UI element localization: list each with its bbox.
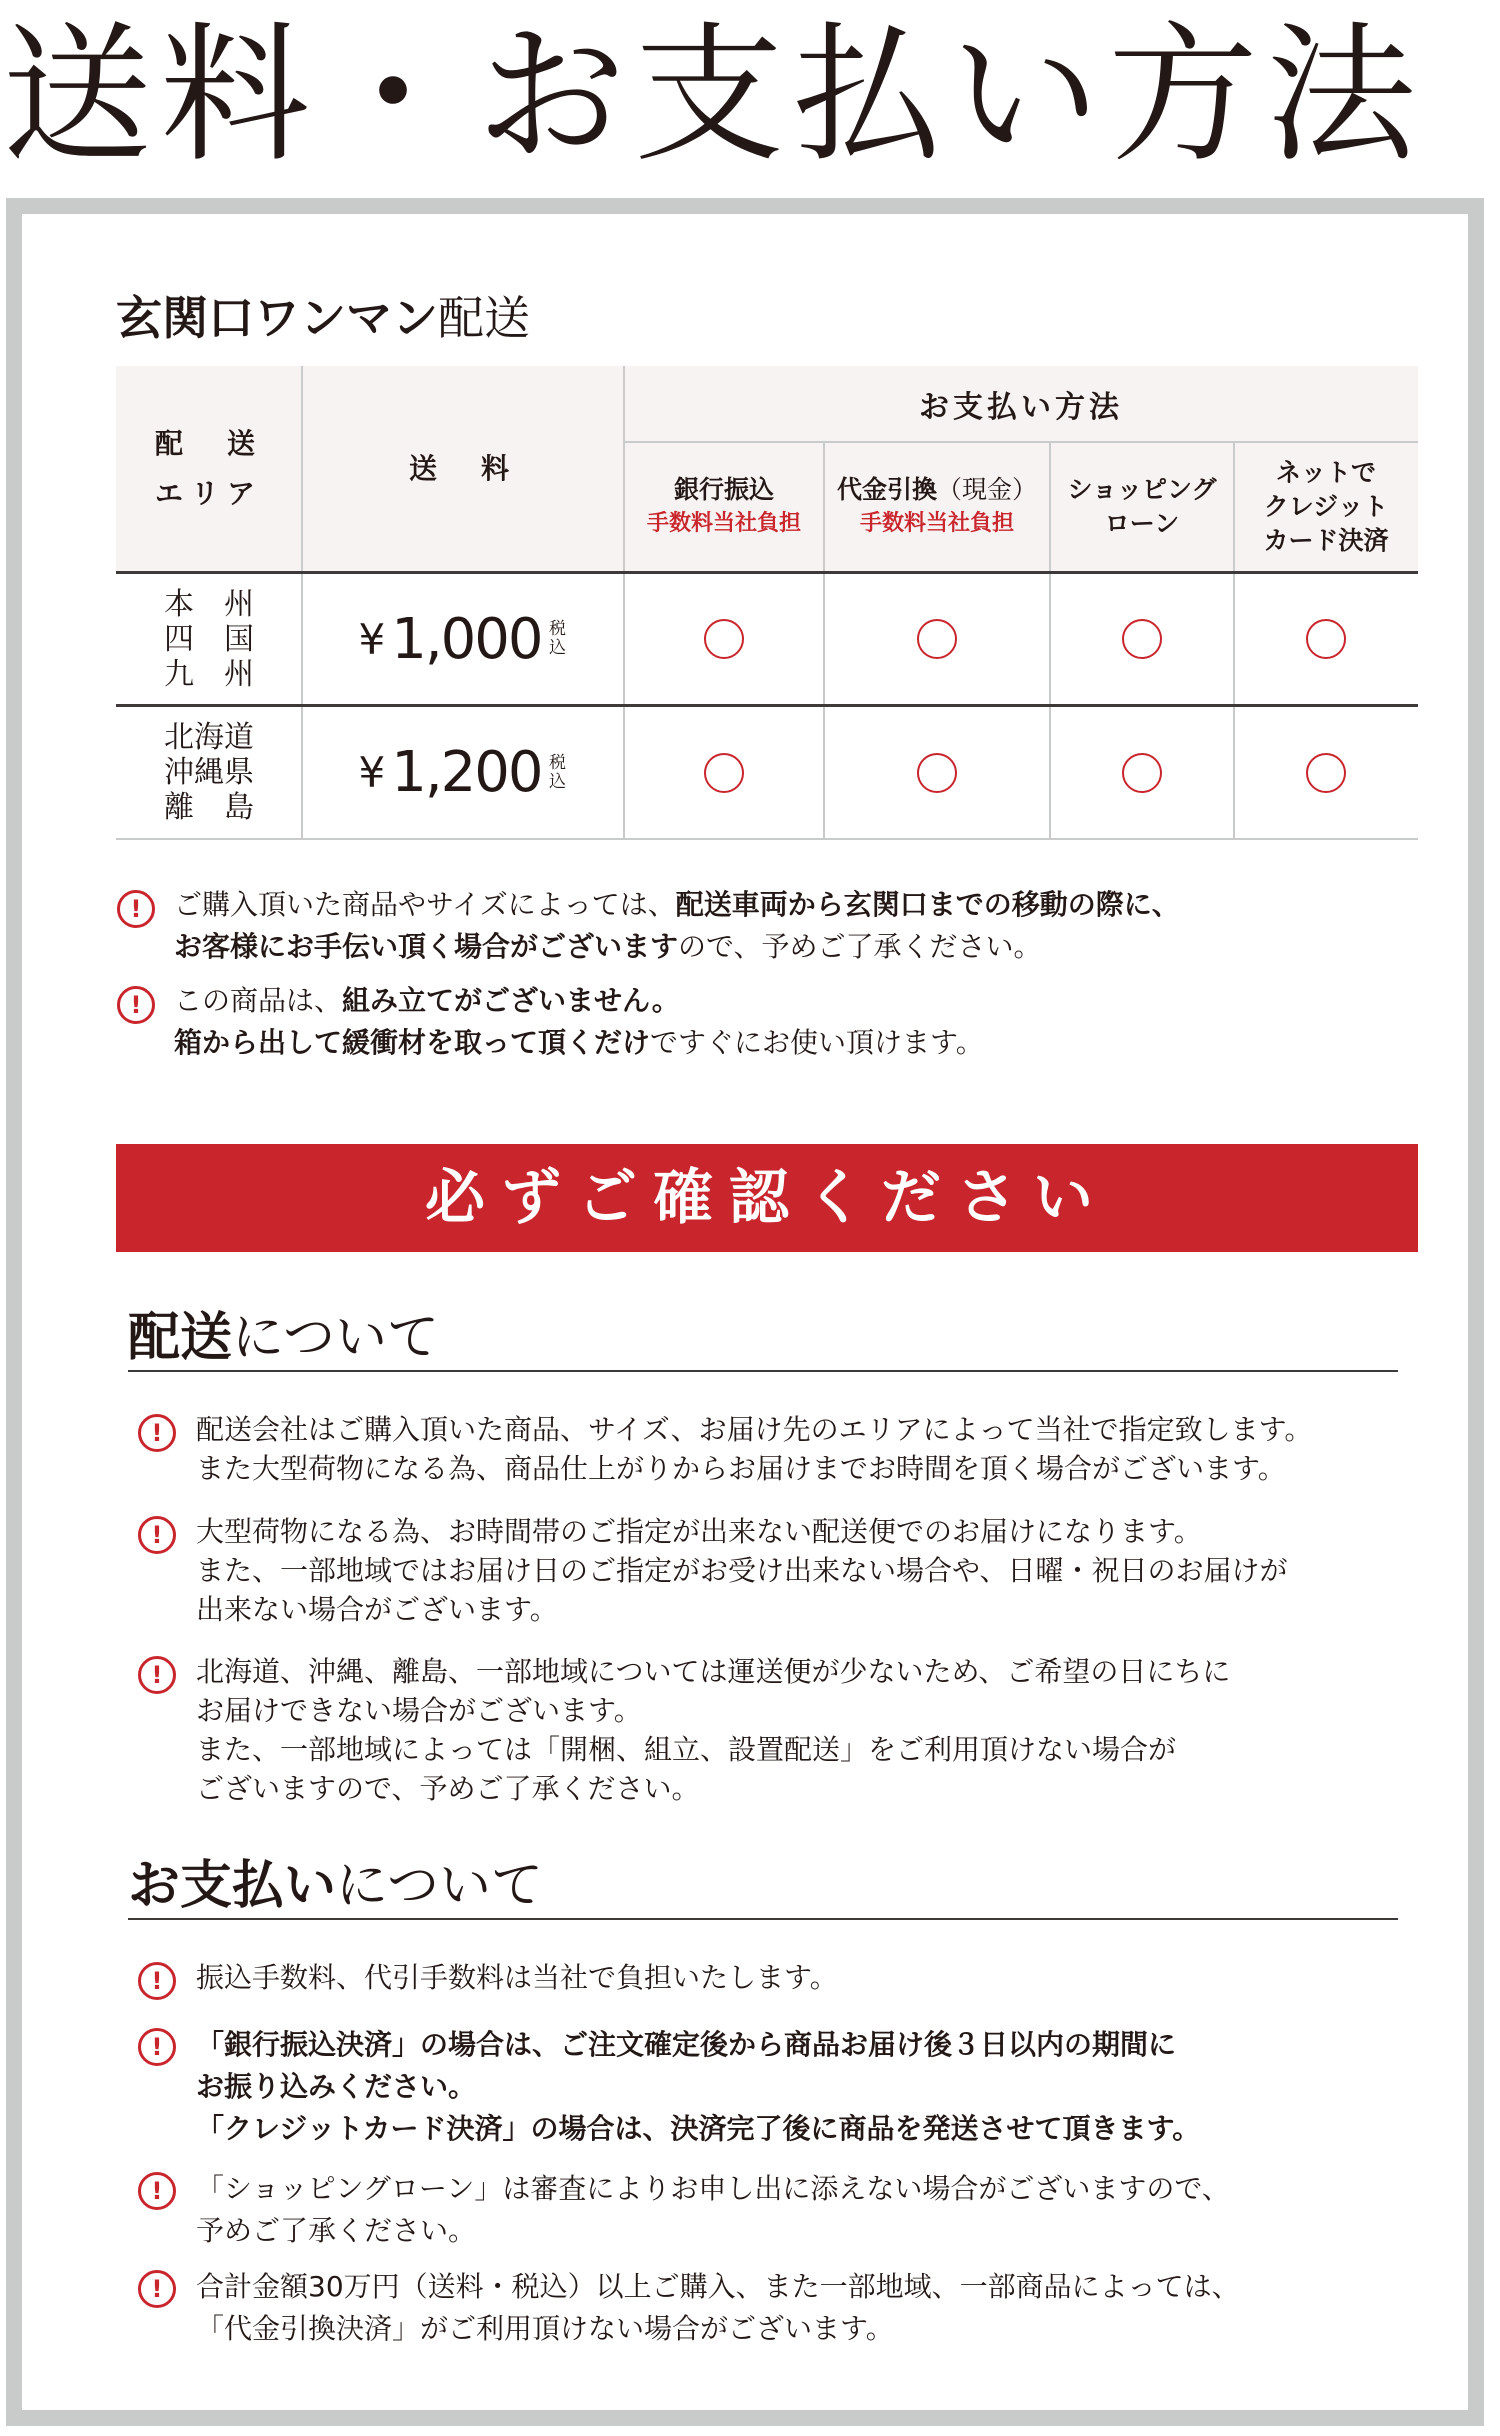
- available-mark: [1050, 574, 1234, 704]
- payment-item: 合計金額30万円（送料・税込）以上ご購入、また一部地域、一部商品によっては、 「代金引換決済」がご利用頂けない場合がございます。: [196, 2270, 1240, 2345]
- circle-icon: [704, 619, 744, 659]
- circle-icon: [1306, 753, 1346, 793]
- payment-item: 振込手数料、代引手数料は当社で負担いたします。: [196, 1961, 838, 1994]
- col-cash-on-delivery: 代金引換（現金） 手数料当社負担: [836, 475, 1038, 536]
- exclamation-icon: !: [138, 1414, 176, 1452]
- fee-header: 送 料: [408, 452, 517, 485]
- available-mark: [1234, 574, 1418, 704]
- payment-title-rule: [128, 1918, 1398, 1920]
- delivery-title-rule: [128, 1370, 1398, 1372]
- circle-icon: [917, 753, 957, 793]
- available-mark: [624, 574, 824, 704]
- payment-section-title: お支払いについて: [128, 1856, 543, 1916]
- circle-icon: [917, 619, 957, 659]
- area-header: 配 送 エリア: [154, 427, 263, 510]
- payment-item: 「銀行振込決済」の場合は、ご注文確定後から商品お届け後３日以内の期間に お振り込みください。 「クレジットカード決済」の場合は、決済完了後に商品を発送させて頂きます。: [196, 2028, 1201, 2145]
- exclamation-icon: !: [138, 2270, 176, 2308]
- circle-icon: [1122, 619, 1162, 659]
- table-row-area: 本 州 四 国 九 州: [164, 586, 254, 692]
- table-row-price: ¥ 1,200 税 込: [358, 740, 567, 805]
- available-mark: [1050, 707, 1234, 838]
- circle-icon: [704, 753, 744, 793]
- available-mark: [1234, 707, 1418, 838]
- page-title: 送料・お支払い方法: [2, 9, 1425, 183]
- exclamation-icon: !: [138, 1656, 176, 1694]
- table-row-price: ¥ 1,000 税 込: [358, 606, 567, 672]
- assembly-note: この商品は、組み立てがございません。 箱から出して緩衝材を取って頂くだけですぐにお使い頂けます。: [174, 984, 984, 1059]
- exclamation-icon: !: [138, 1516, 176, 1554]
- payment-method-header: お支払い方法: [919, 390, 1123, 425]
- table-row-area: 北海道 沖縄県 離 島: [164, 720, 254, 825]
- exclamation-icon: !: [117, 890, 155, 928]
- delivery-item: 大型荷物になる為、お時間帯のご指定が出来ない配送便でのお届けになります。 また、一部地域ではお届け日のご指定がお受け出来ない場合や、日曜・祝日のお届けが 出来ない場合がございます。: [196, 1515, 1288, 1626]
- exclamation-icon: !: [138, 2028, 176, 2066]
- circle-icon: [1122, 753, 1162, 793]
- shipping-section-title: 玄関口ワンマン配送: [116, 291, 530, 345]
- available-mark: [824, 574, 1050, 704]
- available-mark: [624, 707, 824, 838]
- shipping-fee-table: [116, 366, 1418, 840]
- delivery-item: 配送会社はご購入頂いた商品、サイズ、お届け先のエリアによって当社で指定致します。 また大型荷物になる為、商品仕上がりからお届けまでお時間を頂く場合がございます。: [196, 1413, 1313, 1485]
- col-shopping-loan: ショッピング ローン: [1067, 475, 1217, 538]
- exclamation-icon: !: [138, 1962, 176, 2000]
- delivery-section-title: 配送について: [128, 1308, 439, 1368]
- payment-item: 「ショッピングローン」は審査によりお申し出に添えない場合がございますので、 予めご了承ください。: [196, 2172, 1230, 2247]
- col-credit-card: ネットで クレジット カード決済: [1263, 458, 1389, 555]
- exclamation-icon: !: [117, 986, 155, 1024]
- available-mark: [824, 707, 1050, 838]
- info-panel: [6, 198, 1484, 2426]
- delivery-item: 北海道、沖縄、離島、一部地域については運送便が少ないため、ご希望の日にちに お届けできない場合がございます。 また、一部地域によっては「開梱、組立、設置配送」をご利用頂けない場合が ございますので、予めご了承ください。: [196, 1655, 1231, 1805]
- confirm-banner: 必ずご確認ください: [116, 1144, 1418, 1252]
- circle-icon: [1306, 619, 1346, 659]
- exclamation-icon: !: [138, 2172, 176, 2210]
- shipping-note: ご購入頂いた商品やサイズによっては、配送車両から玄関口までの移動の際に、 お客様にお手伝い頂く場合がございますので、予めご了承ください。: [174, 888, 1180, 963]
- col-bank-transfer: 銀行振込 手数料当社負担: [646, 475, 801, 536]
